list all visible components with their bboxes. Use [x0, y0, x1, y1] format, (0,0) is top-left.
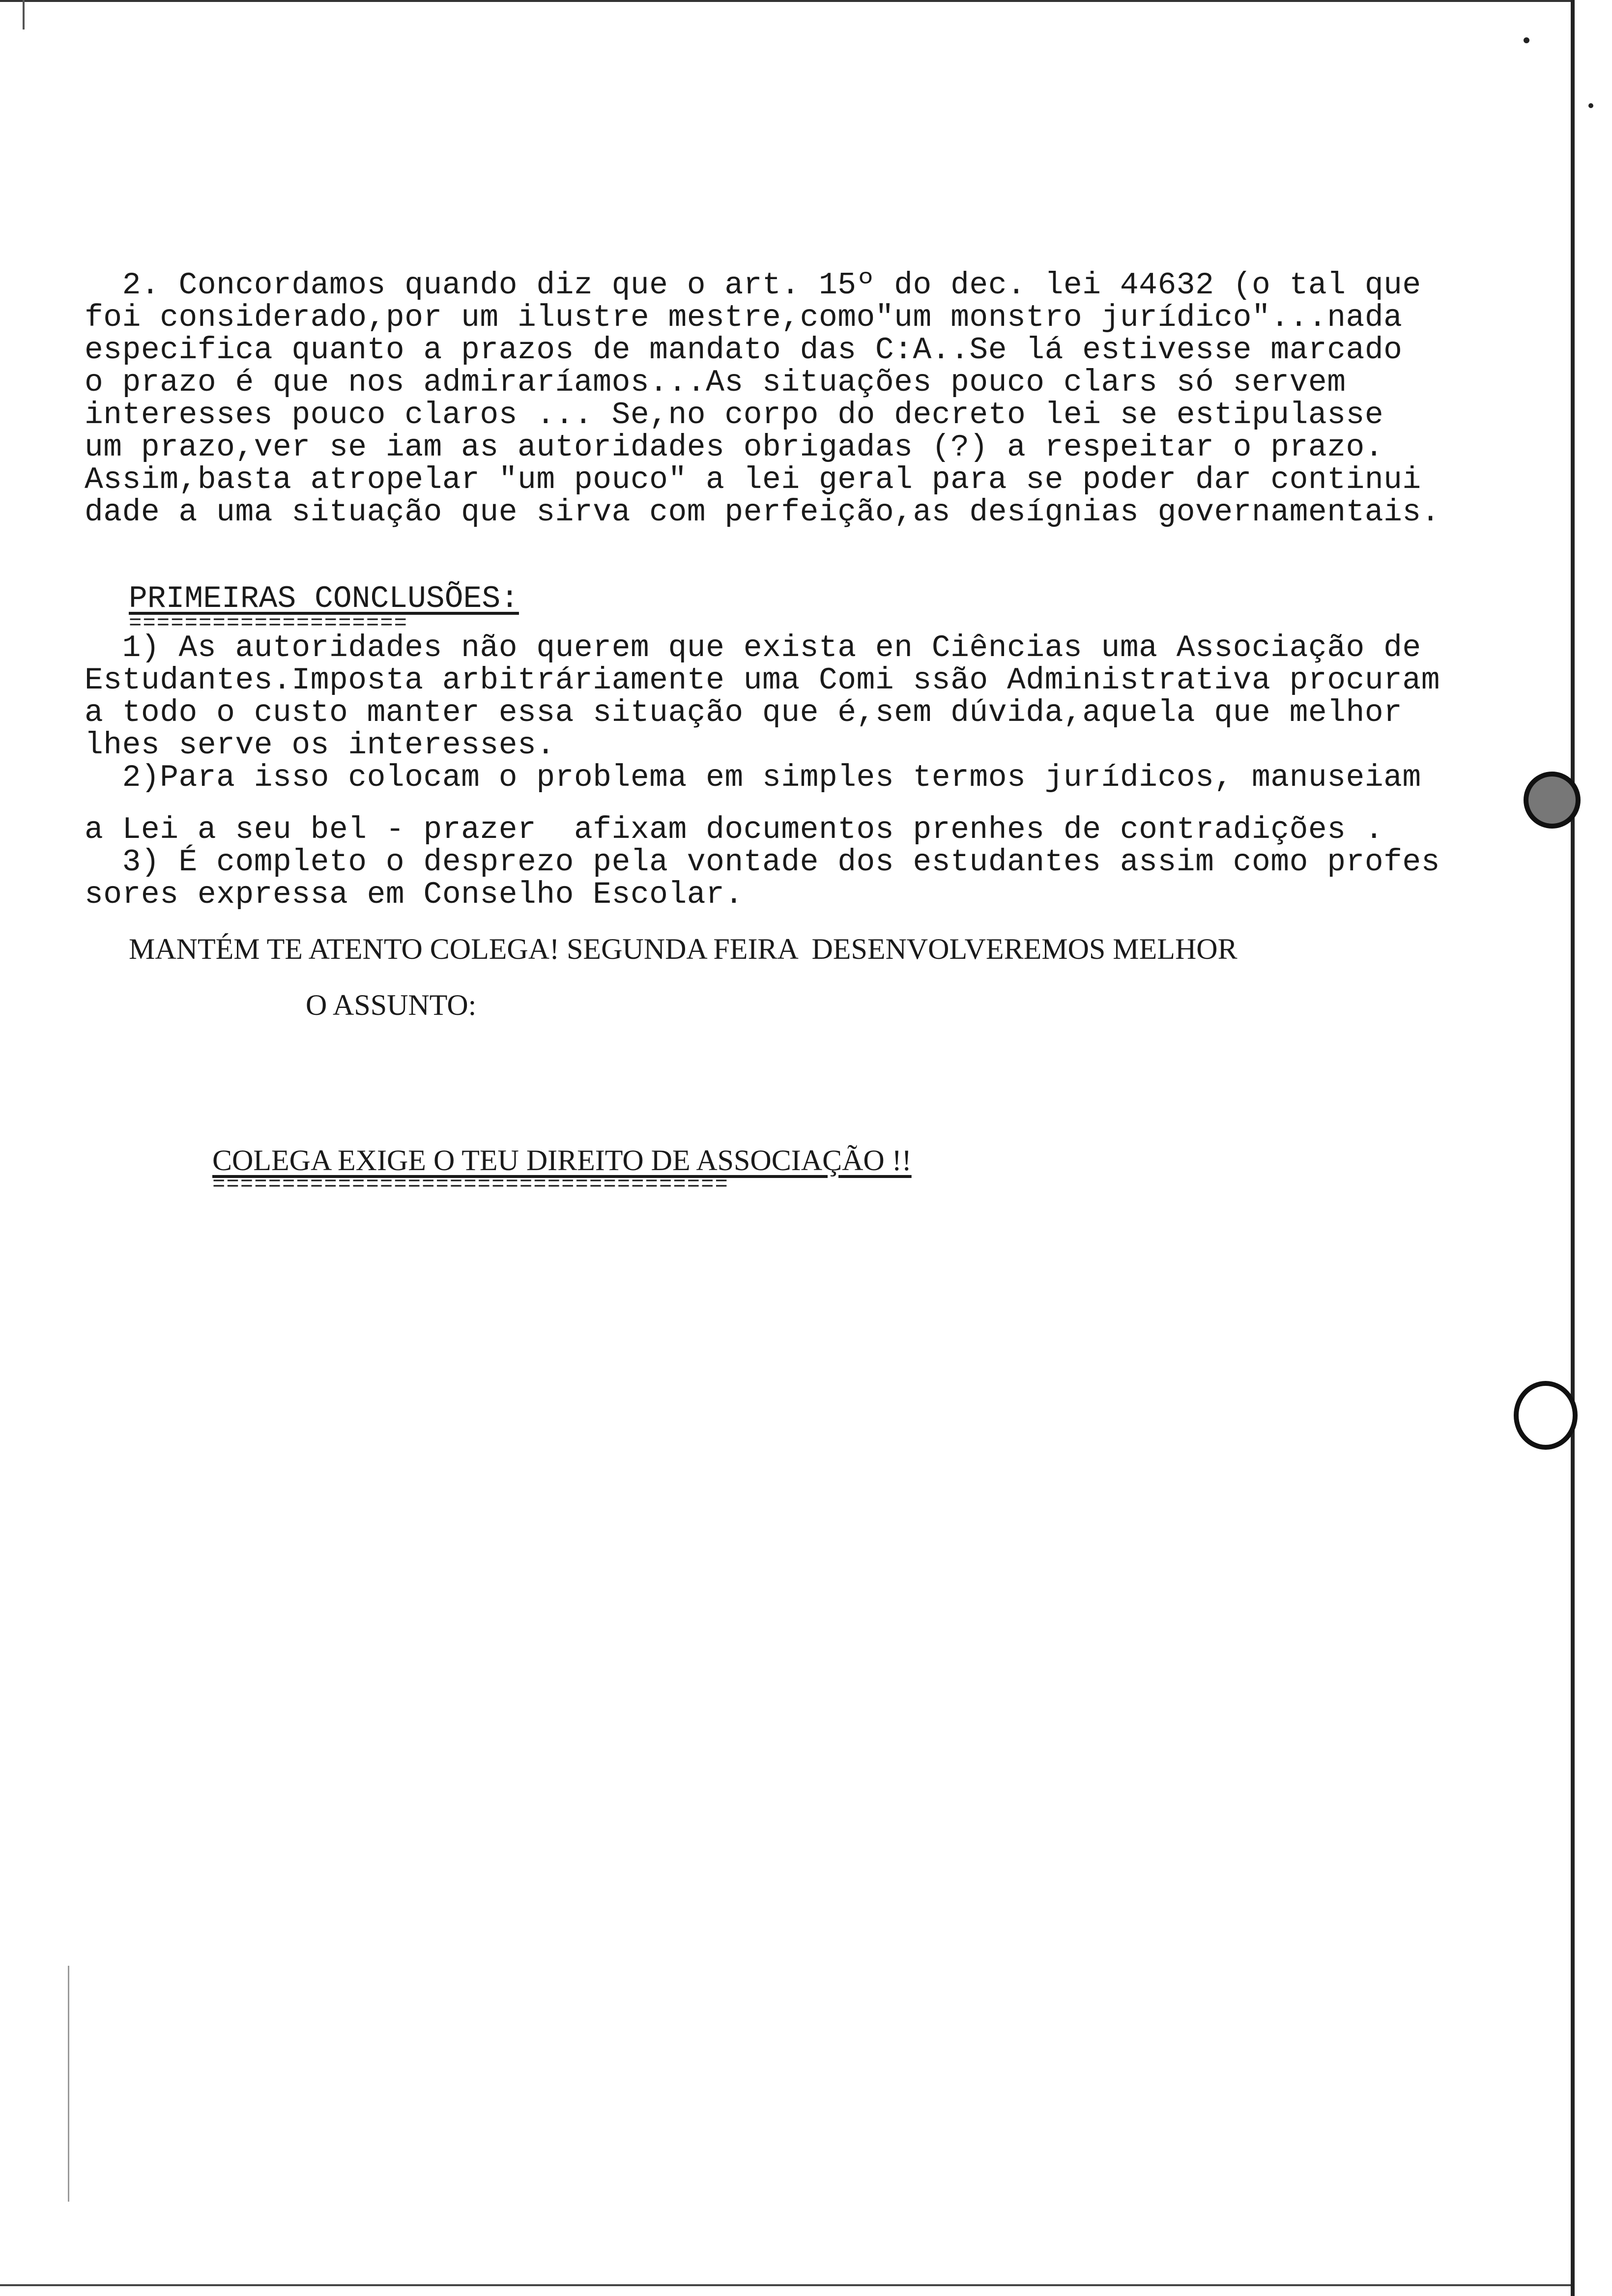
section-2-line: especifica quanto a prazos de mandato das C:A..Se lá estivesse marcado	[85, 333, 1403, 368]
section-2-line: um prazo,ver se iam as autoridades obrigadas (?) a respeitar o prazo.	[85, 430, 1384, 465]
heading-rule: ====================	[129, 611, 408, 636]
section-2-line: foi considerado,por um ilustre mestre,como"um monstro jurídico"...nada	[85, 300, 1403, 335]
conclusions-section	[85, 583, 1559, 911]
callout-line: MANTÉM TE ATENTO COLEGA! SEGUNDA FEIRA DESENVOLVEREMOS MELHOR	[129, 933, 1238, 965]
conclusion-line: sores expressa em Conselho Escolar.	[85, 877, 744, 912]
conclusion-line: a Lei a seu bel - prazer afixam documentos prenhes de contradições .	[85, 812, 1384, 847]
scan-top-edge	[0, 0, 1573, 8]
callout	[85, 933, 1559, 1021]
section-2-line: interesses pouco claros ... Se,no corpo do decreto lei se estipulasse	[85, 398, 1384, 432]
conclusion-line: 3) É completo o desprezo pela vontade dos estudantes assim como profes	[85, 845, 1440, 880]
section-2-line: dade a uma situação que sirva com perfeição,as desígnias governamentais.	[85, 495, 1440, 530]
scan-bottom-edge	[0, 2284, 1571, 2286]
conclusion-line: a todo o custo manter essa situação que é,sem dúvida,aquela que melhor	[85, 695, 1403, 730]
section-2-line: 2. Concordamos quando diz que o art. 15º do dec. lei 44632 (o tal que	[85, 268, 1421, 303]
scan-left-mark	[23, 0, 25, 29]
slogan	[85, 1144, 1559, 1197]
speck	[1524, 37, 1529, 43]
conclusion-line: 2)Para isso colocam o problema em simples termos jurídicos, manuseiam	[85, 760, 1421, 795]
section-2-line: o prazo é que nos admiraríamos...As situações pouco clars só servem	[85, 365, 1346, 400]
conclusions-heading: PRIMEIRAS CONCLUSÕES:	[129, 581, 519, 616]
conclusion-line: Estudantes.Imposta arbitráriamente uma Comi ssão Administrativa procuram	[85, 663, 1440, 698]
speck	[1588, 103, 1593, 108]
scan-right-edge	[1571, 0, 1575, 2296]
punch-hole-lower	[1514, 1381, 1578, 1450]
slogan-rule: =====================================	[212, 1173, 729, 1197]
slogan-text: COLEGA EXIGE O TEU DIREITO DE ASSOCIAÇÃO !!	[212, 1144, 912, 1177]
scan-left-mark-lower	[68, 1966, 69, 2202]
letter-body	[85, 268, 1559, 1197]
conclusion-line: lhes serve os interesses.	[85, 728, 555, 763]
callout-subject: O ASSUNTO:	[306, 989, 477, 1021]
conclusion-line: 1) As autoridades não querem que exista en Ciências uma Associação de	[85, 631, 1421, 665]
section-2-line: Assim,basta atropelar "um pouco" a lei geral para se poder dar continui	[85, 462, 1421, 497]
conclusion-blank-line	[85, 794, 1559, 814]
section-2	[85, 269, 1559, 529]
